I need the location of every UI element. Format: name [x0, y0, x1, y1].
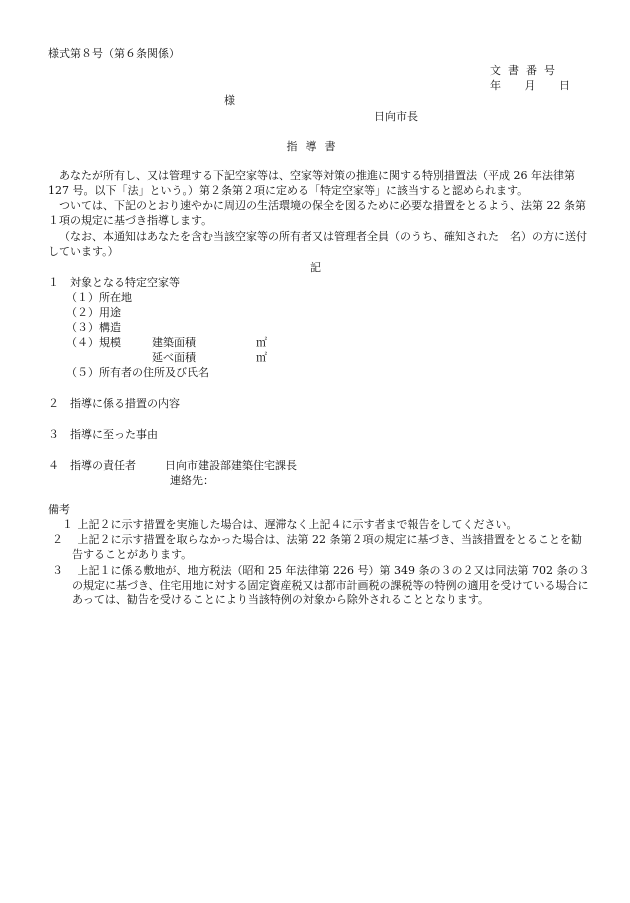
- addressee-suffix: 様: [224, 94, 235, 107]
- intro-paragraph-3: （なお、本通知はあなたを含む当該空家等の所有者又は管理者全員（のうち、確知された 名）の方に送付しています。）: [48, 230, 587, 258]
- item-1-sub-1: （１）所在地: [66, 291, 132, 304]
- note-3-number: ３: [52, 564, 63, 577]
- note-1: [62, 518, 582, 533]
- note-1-text: 上記２に示す措置を実施した場合は、遅滞なく上記４に示す者まで報告をしてください。: [77, 518, 518, 531]
- note-2-number: ２: [52, 533, 63, 546]
- item-1-sub-4: （４）規模: [66, 336, 121, 349]
- ki-heading: 記: [310, 261, 321, 274]
- building-area-label: 建築面積: [152, 336, 196, 349]
- note-2-text: 上記２に示す措置を取らなかった場合は、法第 22 条第２項の規定に基づき、当該措置をとることを勧告することがあります。: [72, 533, 583, 561]
- note-1-number: １: [62, 518, 73, 531]
- floor-area-unit: ㎡: [256, 351, 267, 364]
- floor-area-label: 延べ面積: [152, 351, 196, 364]
- form-number: 様式第８号（第６条関係）: [48, 47, 180, 60]
- intro-paragraph-2: ついては、下記のとおり速やかに周辺の生活環境の保全を図るために必要な措置をとるよう、法第 22 条第１項の規定に基づき指導します。: [48, 199, 586, 227]
- item-3: ３ 指導に至った事由: [48, 428, 158, 441]
- date-label: 年 月 日: [490, 79, 570, 92]
- responsible-person: 日向市建設部建築住宅課長: [165, 459, 297, 472]
- contact-label: 連絡先：: [170, 474, 214, 487]
- item-1-sub-2: （２）用途: [66, 306, 121, 319]
- notes-header: 備考: [48, 503, 70, 516]
- item-4: ４ 指導の責任者: [48, 459, 136, 472]
- note-2: [52, 533, 592, 562]
- document-title: 指導書: [286, 140, 344, 153]
- item-1-sub-3: （３）構造: [66, 321, 121, 334]
- item-2: ２ 指導に係る措置の内容: [48, 397, 180, 410]
- building-area-unit: ㎡: [256, 336, 267, 349]
- issuer: 日向市長: [374, 110, 418, 123]
- item-1: １ 対象となる特定空家等: [48, 276, 180, 289]
- item-1-sub-5: （５）所有者の住所及び氏名: [66, 366, 209, 379]
- document-number-label: 文書番号: [490, 64, 562, 77]
- intro-paragraph-1: あなたが所有し、又は管理する下記空家等は、空家等対策の推進に関する特別措置法（平成 26 年法律第 127 号。以下「法」という。）第２条第２項に定める「特定空家等」に該当すると認められます。: [48, 169, 575, 197]
- note-3: [52, 564, 592, 608]
- note-3-text: 上記１に係る敷地が、地方税法（昭和 25 年法律第 226 号）第 349 条の３の２又は同法第 702 条の３の規定に基づき、住宅用地に対する固定資産税又は都市計画税の課税等の特例の適用を受けている場合にあっては、勧告を受けることにより当該特例の対象から除外されることとなります。: [72, 564, 590, 606]
